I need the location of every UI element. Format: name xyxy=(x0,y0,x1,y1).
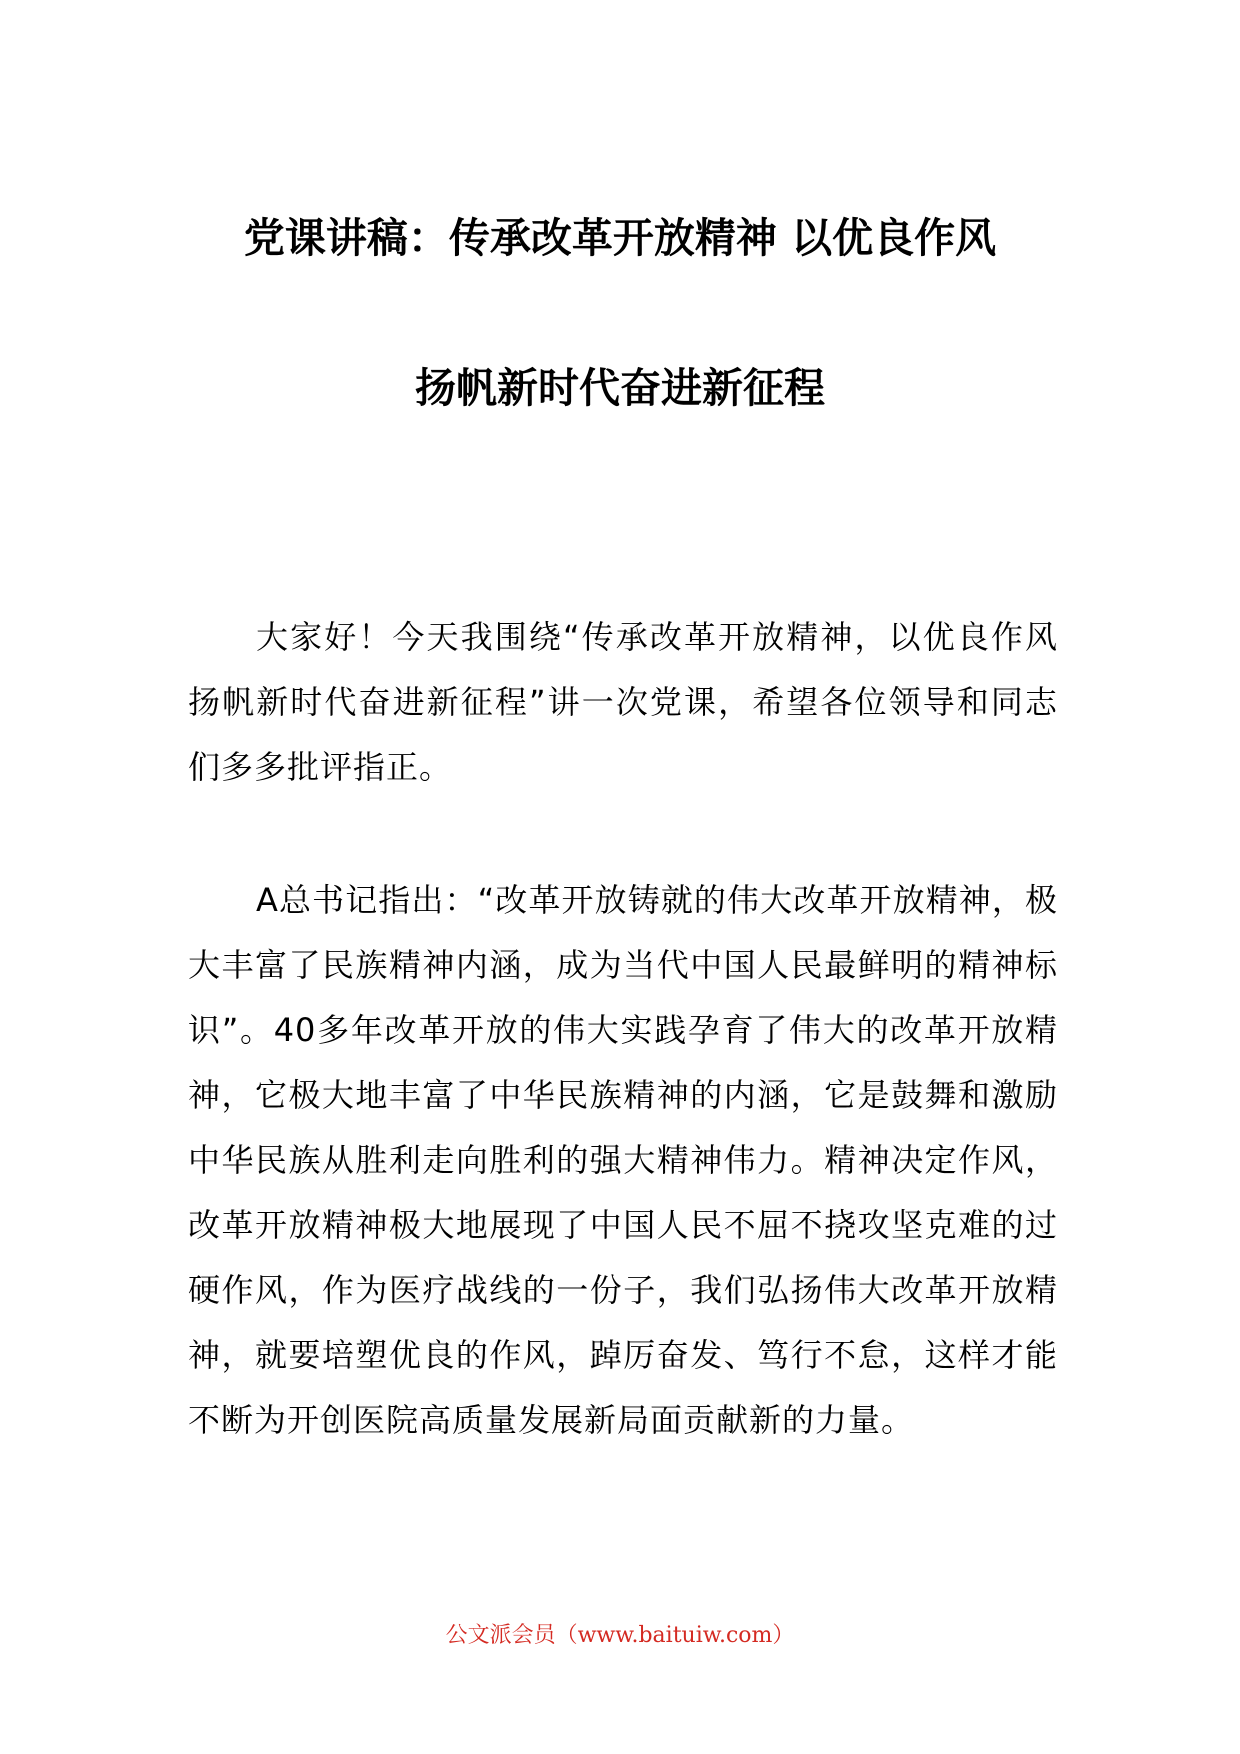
paragraph-main: A总书记指出：“改革开放铸就的伟大改革开放精神，极大丰富了民族精神内涵，成为当代中国人民最鲜明的精神标识”。40多年改革开放的伟大实践孕育了伟大的改革开放精神，它极大地丰富了中华民族精神的内涵，它是鼓舞和激励中华民族从胜利走向胜利的强大精神伟力。精神决定作风，改革开放精神极大地展现了中国人民不屈不挠攻坚克难的过硬作风，作为医疗战线的一份子，我们弘扬伟大改革开放精神，就要培塑优良的作风，踔厉奋发、笃行不怠，这样才能不断为开创医院高质量发展新局面贡献新的力量。 xyxy=(188,881,1058,1439)
document-title-line-1: 党课讲稿：传承改革开放精神 以优良作风 xyxy=(243,214,997,262)
paragraph-greeting: 大家好！今天我围绕“传承改革开放精神，以优良作风扬帆新时代奋进新征程”讲一次党课，希望各位领导和同志们多多批评指正。 xyxy=(188,618,1058,786)
document-title-line-2: 扬帆新时代奋进新征程 xyxy=(415,364,825,412)
footer-watermark: 公文派会员（www.baituiw.com） xyxy=(445,1623,795,1648)
